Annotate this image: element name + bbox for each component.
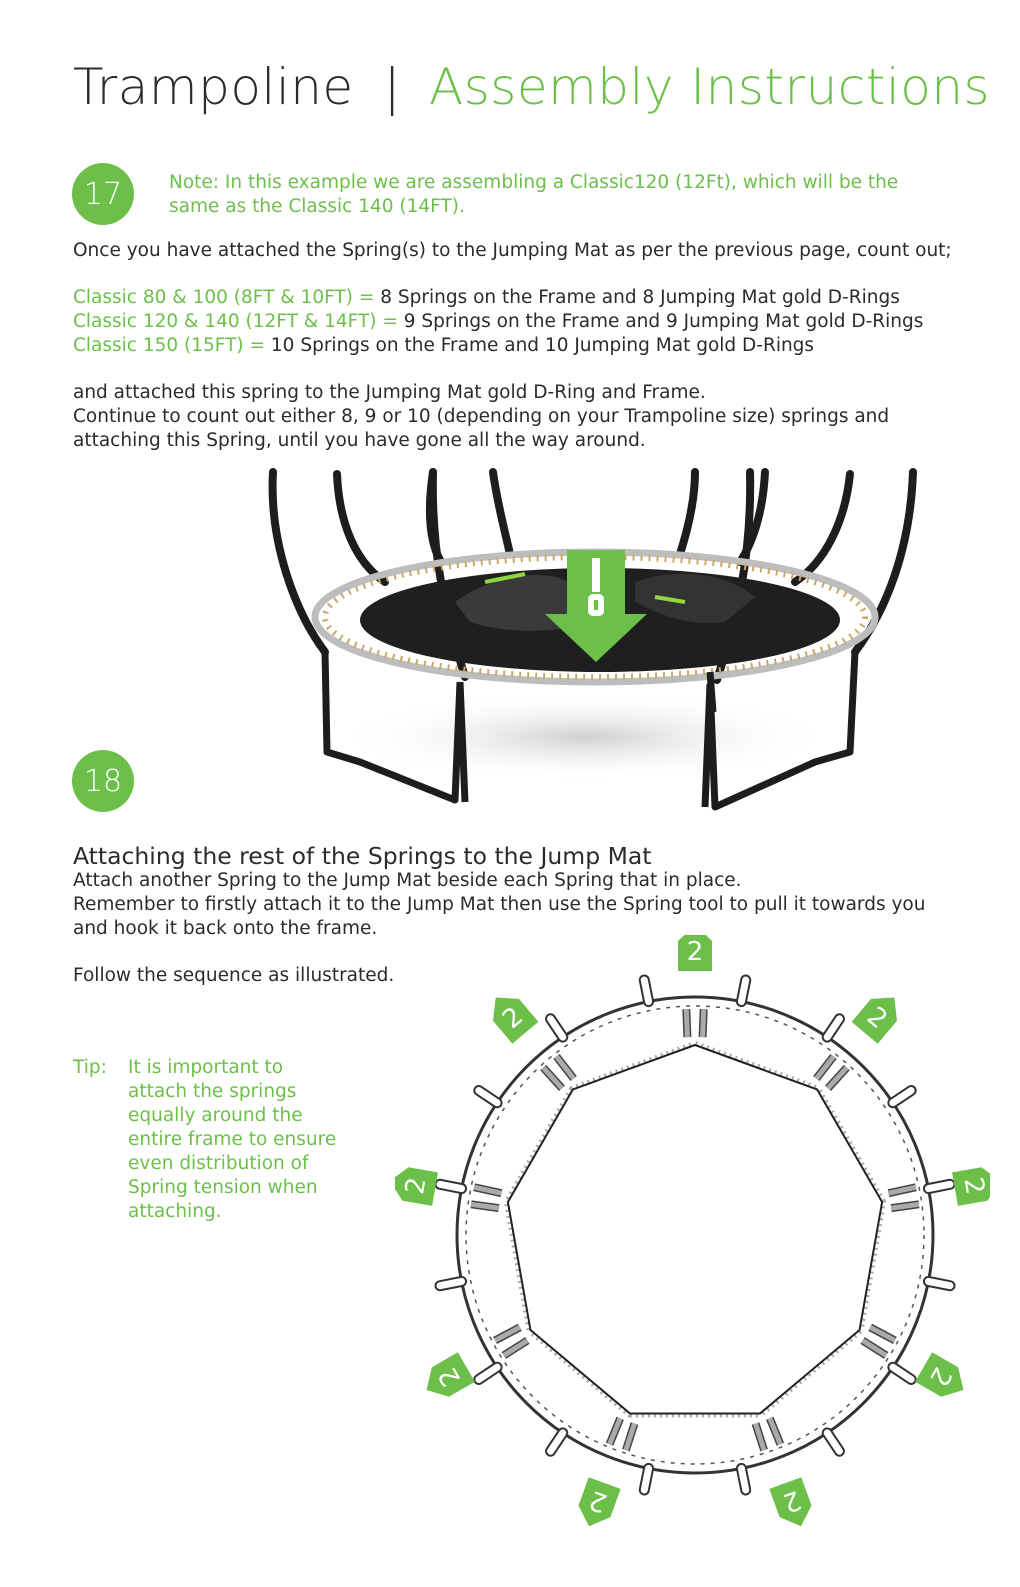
ground-shadow [335, 692, 835, 782]
follow-sequence-text: Follow the sequence as illustrated. [73, 965, 395, 986]
spring-pair-fill [863, 1341, 887, 1356]
spring-pair-fill [828, 1068, 847, 1089]
instruction-line: Remember to firstly attach it to the Jump Mat then use the Spring tool to pull it towards you [73, 894, 926, 915]
leg-socket-fill [741, 980, 745, 1002]
instruction-line: attaching this Spring, until you have gone all the way around. [73, 430, 646, 451]
leg-socket-fill [440, 1184, 462, 1188]
tip-line: attaching. [128, 1201, 222, 1222]
page-title [73, 58, 990, 116]
spring-pair-fill [870, 1327, 895, 1340]
arrow-label: 2 [400, 1175, 433, 1197]
model-row [73, 310, 923, 334]
title-accent: Assembly Instructions [429, 58, 991, 116]
arrow-label: 2 [922, 1361, 958, 1392]
green-arrow-marker [915, 1352, 972, 1404]
spring-pair-fill [686, 1009, 687, 1037]
green-arrow-marker [769, 1477, 817, 1527]
tip-text [128, 1056, 336, 1224]
arrow-label: 2 [686, 937, 704, 967]
green-arrow-marker [573, 1477, 621, 1527]
model-detail: 8 Springs on the Frame and 8 Jumping Mat gold D-Rings [374, 287, 900, 308]
spring-pair-fill [816, 1056, 833, 1078]
step-17-instructions [73, 381, 889, 453]
green-arrow-marker [852, 987, 908, 1044]
spring-sequence-diagram [395, 935, 990, 1527]
model-spring-list [73, 286, 923, 358]
leg-socket-fill [928, 1281, 950, 1285]
step-18-badge: 18 [72, 750, 134, 812]
step-18-instructions [73, 869, 925, 941]
title-separator: | [383, 58, 402, 116]
green-arrow-marker [952, 1164, 990, 1205]
instruction-line: and attached this spring to the Jumping Mat gold D-Ring and Frame. [73, 382, 706, 403]
note-line: Note: In this example we are assembling a Classic120 (12Ft), which will be the [169, 172, 899, 193]
model-row [73, 334, 923, 358]
arrow-label: 2 [957, 1175, 990, 1197]
leg-socket-fill [644, 980, 648, 1002]
green-arrow-marker [678, 935, 712, 971]
leg-socket-fill [928, 1184, 950, 1188]
note-line: same as the Classic 140 (14FT). [169, 196, 465, 217]
step-17-badge: 17 [72, 163, 134, 225]
instruction-line: Continue to count out either 8, 9 or 10 (depending on your Trampoline size) springs and [73, 406, 890, 427]
tip-line: Spring tension when [128, 1177, 318, 1198]
model-name: Classic 150 (15FT) = [73, 335, 266, 356]
jump-mat-outline [508, 1045, 882, 1414]
step-17-note [169, 171, 898, 219]
trampoline-photo [255, 462, 935, 832]
title-main: Trampoline [73, 58, 354, 116]
model-detail: 9 Springs on the Frame and 9 Jumping Mat gold D-Rings [397, 311, 924, 332]
arrow-label: 2 [432, 1361, 468, 1392]
model-name: Classic 80 & 100 (8FT & 10FT) = [73, 287, 375, 308]
leg-socket-fill [440, 1281, 462, 1285]
model-name: Classic 120 & 140 (12FT & 14FT) = [73, 311, 398, 332]
spring-pair-fill [889, 1187, 916, 1193]
leg-socket-fill [644, 1468, 648, 1490]
instruction-line: Attach another Spring to the Jump Mat beside each Spring that in place. [73, 870, 742, 891]
tip-line: equally around the [128, 1105, 303, 1126]
tip-line: attach the springs [128, 1081, 297, 1102]
spring-pair-fill [703, 1009, 704, 1037]
leg-socket-fill [741, 1468, 745, 1490]
spring-pair-fill [556, 1056, 573, 1078]
green-arrow-marker [483, 987, 539, 1044]
model-row [73, 286, 923, 310]
spring-pair-fill [474, 1187, 501, 1193]
arrow-label: 2 [585, 1484, 612, 1518]
tip-label: Tip: [73, 1057, 107, 1078]
tip-line: It is important to [128, 1057, 284, 1078]
green-arrow-marker [418, 1352, 475, 1404]
tip-box [73, 1056, 336, 1224]
step-17-intro: Once you have attached the Spring(s) to the Jumping Mat as per the previous page, count out; [73, 240, 952, 261]
green-arrow-marker [395, 1164, 438, 1205]
spring-pair-fill [543, 1068, 562, 1089]
model-detail: 10 Springs on the Frame and 10 Jumping Mat gold D-Rings [265, 335, 815, 356]
arrow-label: 2 [778, 1484, 805, 1518]
tip-line: entire frame to ensure [128, 1129, 337, 1150]
step-18-heading: Attaching the rest of the Springs to the Jump Mat [73, 842, 652, 870]
arrow-label: 2 [860, 1001, 893, 1036]
tip-line: even distribution of [128, 1153, 309, 1174]
arrow-label: 2 [497, 1001, 530, 1036]
spring-pair-fill [495, 1327, 520, 1340]
spring-pair-fill [504, 1341, 528, 1356]
instruction-line: and hook it back onto the frame. [73, 918, 378, 939]
